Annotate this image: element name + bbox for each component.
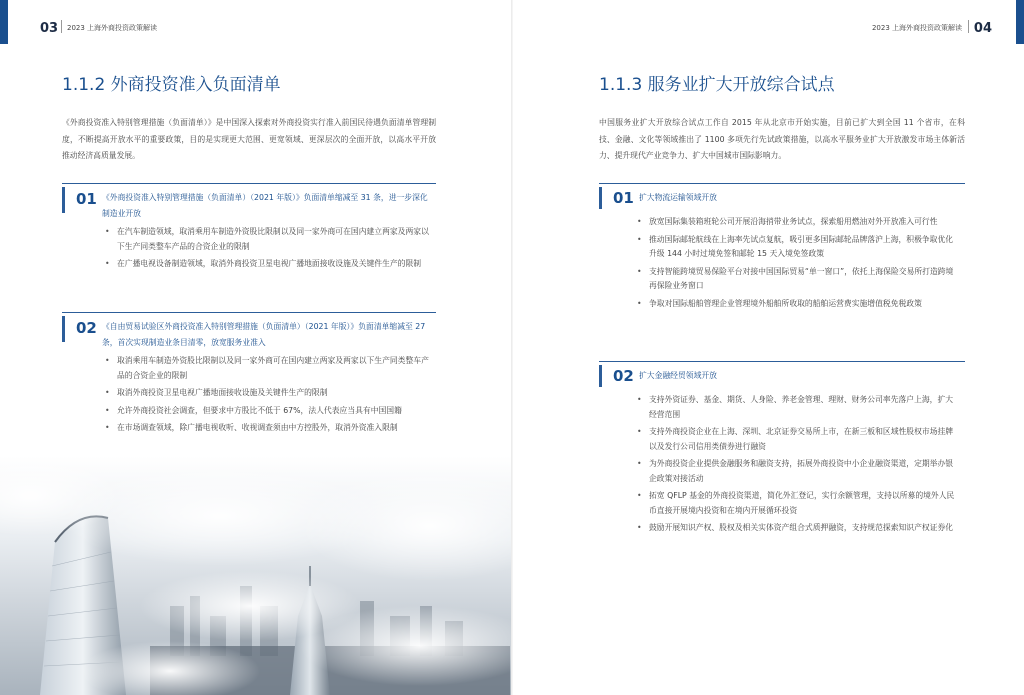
list-item: • 在市场调查领域，除广播电视收听、收视调查须由中方控股外，取消外资准入限制 [105,421,429,436]
running-header: 2023 上海外商投资政策解读 [871,24,962,32]
list-item: • 取消乘用车制造外资股比限制以及同一家外商可在国内建立两家及两家以下生产同类整车产品的合资企业的限制 [105,354,429,383]
list-item: • 支持智能跨境贸易保险平台对接中国国际贸易“单一窗口”，依托上海保险交易所打造跨境再保险业务窗口 [637,265,959,294]
policy-item-02 [599,361,965,581]
policy-item-02 [62,312,436,472]
item-number: 02 [613,367,634,385]
policy-item-01 [599,183,965,363]
left-page [0,0,511,695]
list-item: • 支持外商投资企业在上海、深圳、北京证券交易所上市，在新三板和区域性股权市场挂牌以及发行公司信用类债券进行融资 [637,425,959,454]
list-item: • 支持外资证券、基金、期货、人身险、养老金管理、理财、财务公司率先落户上海，扩大经营范围 [637,393,959,422]
bullet-list [637,215,959,314]
item-number: 02 [76,319,97,337]
intro-paragraph: 《外商投资准入特别管理措施（负面清单）》是中国深入探索对外商投资实行准入前国民待遇负面清单管理制度，不断提高开放水平的重要政策，目的是实现更大范围、更宽领域、更深层次的全面开放，以高水平开放推动经济高质量发展。 [62,118,436,160]
item-accent-bar [599,365,602,387]
bullet-list [105,354,429,439]
page-number: 04 [973,21,992,36]
city-skyline-photo [0,456,511,695]
item-number: 01 [613,189,634,207]
item-divider [62,312,436,313]
section-title: 1.1.2 外商投资准入负面清单 [62,75,281,95]
item-accent-bar [599,187,602,209]
header-accent-bar [1016,0,1024,44]
item-heading: 《外商投资准入特别管理措施（负面清单）（2021 年版）》负面清单缩减至 31 条，进一步深化制造业开放 [102,193,428,218]
item-divider [62,183,436,184]
item-divider [599,361,965,362]
item-heading: 扩大物流运输领域开放 [639,193,717,202]
section-title: 1.1.3 服务业扩大开放综合试点 [599,75,835,95]
list-item: • 放宽国际集装箱班轮公司开展沿海捎带业务试点，探索船用燃油对外开放准入可行性 [637,215,959,230]
item-accent-bar [62,187,65,213]
list-item: • 允许外商投资社会调查，但要求中方股比不低于 67%，法人代表应当具有中国国籍 [105,404,429,419]
bullet-list [105,225,429,275]
bullet-list [637,393,959,539]
list-item: • 拓宽 QFLP 基金的外商投资渠道，简化外汇登记，实行余额管理，支持以所募的境外人民币直接开展境内投资和在境内开展循环投资 [637,489,959,518]
list-item: • 取消外商投资卫星电视广播地面接收设施及关键件生产的限制 [105,386,429,401]
header-divider [968,20,969,33]
list-item: • 鼓励开展知识产权、股权及相关实体资产组合式质押融资，支持规范探索知识产权证券化 [637,521,959,536]
item-divider [599,183,965,184]
header-divider [61,20,62,33]
list-item: • 在汽车制造领域，取消乘用车制造外资股比限制以及同一家外商可在国内建立两家及两家以下生产同类整车产品的合资企业的限制 [105,225,429,254]
policy-item-01 [62,183,436,303]
header-accent-bar [0,0,8,44]
intro-paragraph: 中国服务业扩大开放综合试点工作自 2015 年从北京市开始实施，目前已扩大到全国 11 个省市，在科技、金融、文化等领域推出了 1100 多项先行先试政策措施，以高水平服务业扩大开放激发市场主体新活力、提升现代产业竞争力、扩大中国城市国际影响力。 [599,118,965,160]
item-heading: 《自由贸易试验区外商投资准入特别管理措施（负面清单）（2021 年版）》负面清单缩减至 27 条，首次实现制造业条目清零，放宽服务业准入 [102,322,426,347]
item-number: 01 [76,190,97,208]
list-item: • 推动国际邮轮航线在上海率先试点复航，吸引更多国际邮轮品牌落沪上海，积极争取优化升级 144 小时过境免签和邮轮 15 天入境免签政策 [637,233,959,262]
running-header: 2023 上海外商投资政策解读 [67,24,158,32]
item-heading: 扩大金融经贸领域开放 [639,371,717,380]
right-page [513,0,1024,695]
list-item: • 为外商投资企业提供金融服务和融资支持，拓展外商投资中小企业融资渠道，定期举办银企政策对接活动 [637,457,959,486]
page-number: 03 [40,21,59,36]
list-item: • 争取对国际船舶管理企业管理境外船舶所收取的船舶运营费实施增值税免税政策 [637,297,959,312]
item-accent-bar [62,316,65,342]
list-item: • 在广播电视设备制造领域，取消外商投资卫星电视广播地面接收设施及关键件生产的限制 [105,257,429,272]
